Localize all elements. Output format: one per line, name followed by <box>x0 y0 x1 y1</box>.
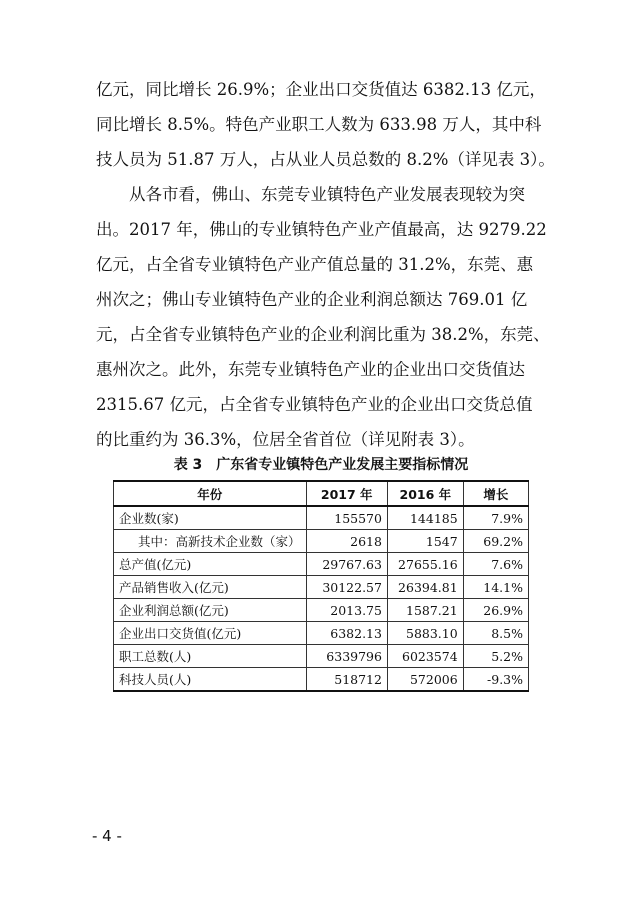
value-2016: 5883.10 <box>387 622 463 645</box>
value-2017: 518712 <box>306 668 387 692</box>
page-number: - 4 - <box>92 827 122 845</box>
indicators-table <box>113 480 529 692</box>
value-growth: 5.2% <box>463 645 528 668</box>
value-2016: 27655.16 <box>387 553 463 576</box>
table-row <box>114 576 529 599</box>
row-label: 企业数(家) <box>114 506 307 530</box>
table-row <box>114 599 529 622</box>
value-growth: 69.2% <box>463 530 528 553</box>
value-2017: 2013.75 <box>306 599 387 622</box>
paragraph-line: 2315.67 亿元，占全省专业镇特色产业的企业出口交货总值 <box>96 395 533 414</box>
value-2016: 26394.81 <box>387 576 463 599</box>
row-label: 企业利润总额(亿元) <box>114 599 307 622</box>
value-growth: 14.1% <box>463 576 528 599</box>
row-label: 职工总数(人) <box>114 645 307 668</box>
paragraph-line: 亿元，占全省专业镇特色产业产值总量的 31.2%，东莞、惠 <box>96 255 534 274</box>
paragraph-line: 同比增长 8.5%。特色产业职工人数为 633.98 万人，其中科 <box>96 115 542 134</box>
paragraph-line: 出。2017 年，佛山的专业镇特色产业产值最高，达 9279.22 <box>96 220 547 239</box>
paragraph-line: 元，占全省专业镇特色产业的企业利润比重为 38.2%，东莞、 <box>96 325 550 344</box>
value-2016: 1547 <box>387 530 463 553</box>
paragraph-1 <box>96 72 555 177</box>
table-header-row <box>114 481 529 506</box>
row-label: 企业出口交货值(亿元) <box>114 622 307 645</box>
value-2016: 6023574 <box>387 645 463 668</box>
header-growth: 增长 <box>463 481 528 506</box>
row-label: 其中：高新技术企业数（家） <box>114 530 307 553</box>
paragraph-line: 从各市看，佛山、东莞专业镇特色产业发展表现较为突 <box>96 185 525 204</box>
header-2017: 2017 年 <box>306 481 387 506</box>
table-row <box>114 622 529 645</box>
row-label: 总产值(亿元) <box>114 553 307 576</box>
header-2016: 2016 年 <box>387 481 463 506</box>
table-row <box>114 668 529 692</box>
value-2017: 29767.63 <box>306 553 387 576</box>
value-growth: 7.6% <box>463 553 528 576</box>
value-2016: 1587.21 <box>387 599 463 622</box>
value-2017: 155570 <box>306 506 387 530</box>
value-2016: 572006 <box>387 668 463 692</box>
table-row <box>114 645 529 668</box>
value-2017: 2618 <box>306 530 387 553</box>
value-2017: 6339796 <box>306 645 387 668</box>
value-growth: 7.9% <box>463 506 528 530</box>
paragraph-line: 惠州次之。此外，东莞专业镇特色产业的企业出口交货值达 <box>96 360 525 379</box>
table-row <box>114 553 529 576</box>
paragraph-line: 技人员为 51.87 万人，占从业人员总数的 8.2%（详见表 3）。 <box>96 150 555 169</box>
table-caption: 表 3 广东省专业镇特色产业发展主要指标情况 <box>173 457 469 473</box>
value-2016: 144185 <box>387 506 463 530</box>
value-2017: 6382.13 <box>306 622 387 645</box>
table-row <box>114 530 529 553</box>
paragraph-2 <box>96 177 550 457</box>
table-row <box>114 506 529 530</box>
value-growth: 8.5% <box>463 622 528 645</box>
paragraph-line: 亿元，同比增长 26.9%；企业出口交货值达 6382.13 亿元， <box>96 80 546 99</box>
paragraph-line: 的比重约为 36.3%，位居全省首位（详见附表 3）。 <box>96 430 475 449</box>
row-label: 产品销售收入(亿元) <box>114 576 307 599</box>
value-growth: 26.9% <box>463 599 528 622</box>
paragraph-line: 州次之；佛山专业镇特色产业的企业利润总额达 769.01 亿 <box>96 290 528 309</box>
value-2017: 30122.57 <box>306 576 387 599</box>
header-year: 年份 <box>114 481 307 506</box>
row-label: 科技人员(人) <box>114 668 307 692</box>
value-growth: -9.3% <box>463 668 528 692</box>
